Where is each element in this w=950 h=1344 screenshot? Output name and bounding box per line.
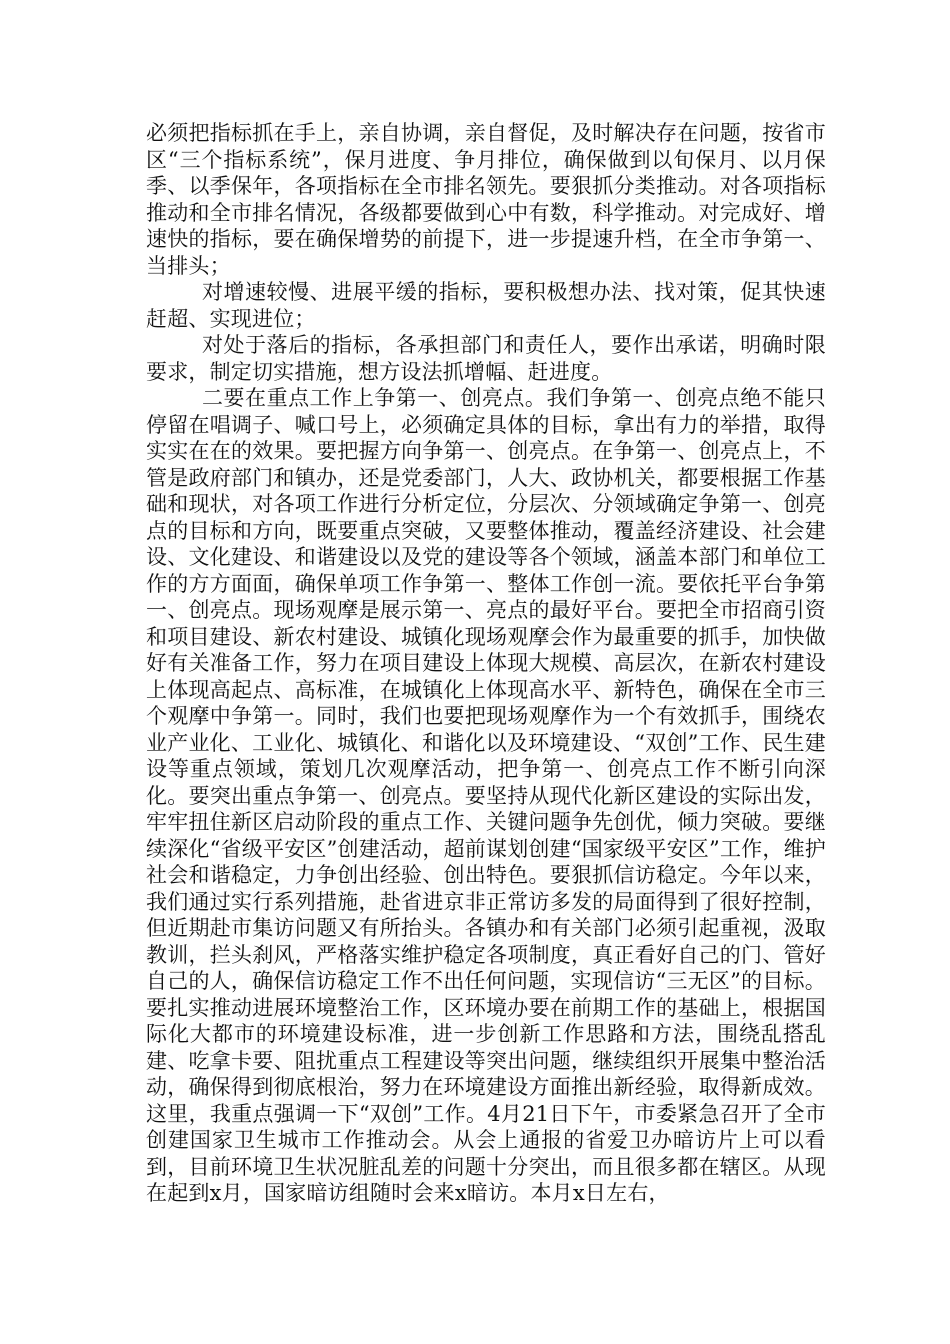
document-body: [146, 120, 826, 1207]
paragraph-key-work: 二要在重点工作上争第一、创亮点。我们争第一、创亮点绝不能只停留在唱调子、喊口号上，必须确定具体的目标，拿出有力的举措，取得实实在在的效果。要把握方向争第一、创亮点。在争第一、创亮点上，不管是政府部门和镇办，还是党委部门，人大、政协机关，都要根据工作基础和现状，对各项工作进行分析定位，分层次、分领域确定争第一、创亮点的目标和方向，既要重点突破，又要整体推动，覆盖经济建设、社会建设、文化建设、和谐建设以及党的建设等各个领域，涵盖本部门和单位工作的方方面面，确保单项工作争第一、整体工作创一流。要依托平台争第一、创亮点。现场观摩是展示第一、亮点的最好平台。要把全市招商引资和项目建设、新农村建设、城镇化现场观摩会作为最重要的抓手，加快做好有关准备工作，努力在项目建设上体现大规模、高层次，在新农村建设上体现高起点、高标准，在城镇化上体现高水平、新特色，确保在全市三个观摩中争第一。同时，我们也要把现场观摩作为一个有效抓手，围绕农业产业化、工业化、城镇化、和谐化以及环境建设、“双创”工作、民生建设等重点领域，策划几次观摩活动，把争第一、创亮点工作不断引向深化。要突出重点争第一、创亮点。要坚持从现代化新区建设的实际出发，牢牢扭住新区启动阶段的重点工作、关键问题争先创优，倾力突破。要继续深化“省级平安区”创建活动，超前谋划创建“国家级平安区”工作，维护社会和谐稳定，力争创出经验、创出特色。要狠抓信访稳定。今年以来，我们通过实行系列措施，赴省进京非正常访多发的局面得到了很好控制，但近期赴市集访问题又有所抬头。各镇办和有关部门必须引起重视，汲取教训，拦头刹风，严格落实维护稳定各项制度，真正看好自己的门、管好自己的人，确保信访稳定工作不出任何问题，实现信访“三无区”的目标。要扎实推动进展环境整治工作，区环境办要在前期工作的基础上，根据国际化大都市的环境建设标准，进一步创新工作思路和方法，围绕乱搭乱建、吃拿卡要、阻扰重点工程建设等突出问题，继续组织开展集中整治活动，确保得到彻底根治，努力在环境建设方面推出新经验，取得新成效。这里，我重点强调一下“双创”工作。4月21日下午，市委紧急召开了全市创建国家卫生城市工作推动会。从会上通报的省爱卫办暗访片上可以看到，目前环境卫生状况脏乱差的问题十分突出，而且很多都在辖区。从现在起到x月，国家暗访组随时会来x暗访。本月x日左右，: [146, 386, 826, 1205]
paragraph-slow-indicators: 对增速较慢、进展平缓的指标，要积极想办法、找对策，促其快速赶超、实现进位；: [146, 280, 826, 331]
paragraph-continuation: 必须把指标抓在手上，亲自协调，亲自督促，及时解决存在问题，按省市区“三个指标系统”，保月进度、争月排位，确保做到以旬保月、以月保季、以季保年，各项指标在全市排名领先。要狠抓分类推动。对各项指标推动和全市排名情况，各级都要做到心中有数，科学推动。对完成好、增速快的指标，要在确保增势的前提下，进一步提速升档，在全市争第一、当排头；: [146, 121, 826, 278]
paragraph-lagging-indicators: 对处于落后的指标，各承担部门和责任人，要作出承诺，明确时限要求，制定切实措施，想方设法抓增幅、赶进度。: [146, 333, 826, 384]
